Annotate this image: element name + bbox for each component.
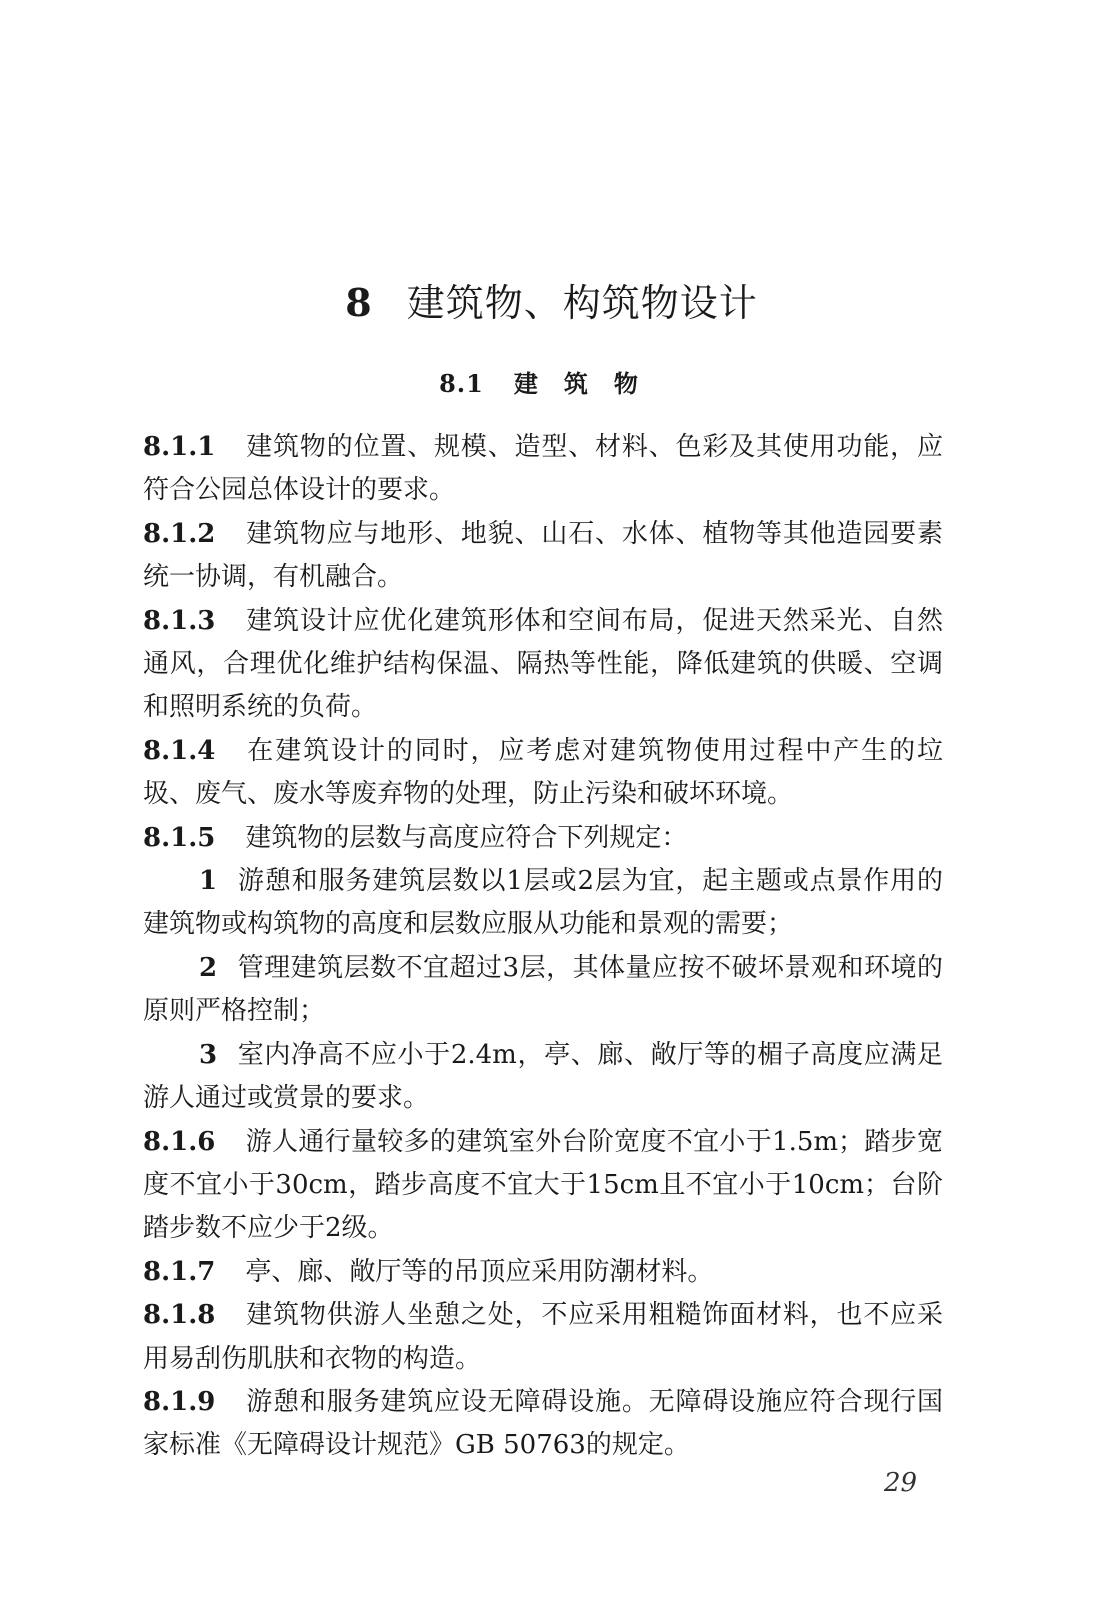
clause-number: 8.1.5 xyxy=(143,822,216,853)
clause-number: 8.1.1 xyxy=(143,432,216,462)
clause-8-1-5-item-2 xyxy=(143,947,943,1034)
clause-text: 建筑物应与地形、地貌、山石、水体、植物等其他造园要素统一协调，有机融合。 xyxy=(143,518,943,593)
clause-number: 8.1.3 xyxy=(143,605,216,636)
clause-text: 建筑物的层数与高度应符合下列规定： xyxy=(245,822,688,853)
clause-number: 8.1.2 xyxy=(143,518,216,549)
clause-8-1-9 xyxy=(143,1381,943,1468)
clause-text: 建筑物供游人坐憩之处，不应采用粗糙饰面材料，也不应采用易刮伤肌肤和衣物的构造。 xyxy=(143,1300,943,1374)
clause-text: 建筑物的位置、规模、造型、材料、色彩及其使用功能，应符合公园总体设计的要求。 xyxy=(143,432,943,506)
page-number: 29 xyxy=(884,1468,918,1498)
clauses-body xyxy=(143,426,943,1468)
clause-text: 在建筑设计的同时，应考虑对建筑物使用过程中产生的垃圾、废气、废水等废弃物的处理，防止污染和破坏环境。 xyxy=(143,735,943,810)
chapter-number: 8 xyxy=(345,280,373,325)
clause-number: 8.1.9 xyxy=(143,1386,216,1417)
clause-8-1-6 xyxy=(143,1121,943,1251)
clause-8-1-1 xyxy=(143,426,943,513)
clause-number: 8.1.4 xyxy=(143,735,216,766)
item-text: 游憩和服务建筑层数以1层或2层为宜，起主题或点景作用的建筑物或构筑物的高度和层数应服从功能和景观的需要； xyxy=(143,866,943,940)
clause-8-1-3 xyxy=(143,600,943,730)
clause-text: 游憩和服务建筑应设无障碍设施。无障碍设施应符合现行国家标准《无障碍设计规范》GB 50763的规定。 xyxy=(143,1386,943,1461)
section-title xyxy=(0,364,1103,399)
chapter-title-text: 建筑物、构筑物设计 xyxy=(406,281,758,325)
clause-8-1-5-item-1 xyxy=(143,860,943,947)
item-number: 3 xyxy=(199,1039,218,1070)
clause-8-1-4 xyxy=(143,730,943,817)
item-number: 2 xyxy=(199,952,218,983)
clause-number: 8.1.6 xyxy=(143,1126,216,1157)
clause-text: 游人通行量较多的建筑室外台阶宽度不宜小于1.5m；踏步宽度不宜小于30cm，踏步高度不宜大于15cm且不宜小于10cm；台阶踏步数不应少于2级。 xyxy=(143,1126,943,1244)
clause-8-1-5-item-3 xyxy=(143,1034,943,1121)
clause-text: 建筑设计应优化建筑形体和空间布局，促进天然采光、自然通风，合理优化维护结构保温、隔热等性能，降低建筑的供暖、空调和照明系统的负荷。 xyxy=(143,605,943,723)
section-number: 8.1 xyxy=(439,369,484,398)
clause-number: 8.1.8 xyxy=(143,1300,216,1331)
item-number: 1 xyxy=(199,866,218,897)
clause-8-1-5 xyxy=(143,817,943,860)
clause-8-1-7 xyxy=(143,1251,943,1294)
clause-8-1-2 xyxy=(143,513,943,600)
item-text: 室内净高不应小于2.4m，亭、廊、敞厅等的楣子高度应满足游人通过或赏景的要求。 xyxy=(143,1039,943,1114)
section-title-text: 建筑物 xyxy=(513,369,664,398)
clause-text: 亭、廊、敞厅等的吊顶应采用防潮材料。 xyxy=(245,1256,714,1287)
chapter-title xyxy=(0,272,1103,327)
item-text: 管理建筑层数不宜超过3层，其体量应按不破坏景观和环境的原则严格控制； xyxy=(143,952,943,1027)
clause-8-1-8 xyxy=(143,1294,943,1381)
clause-number: 8.1.7 xyxy=(143,1256,216,1287)
